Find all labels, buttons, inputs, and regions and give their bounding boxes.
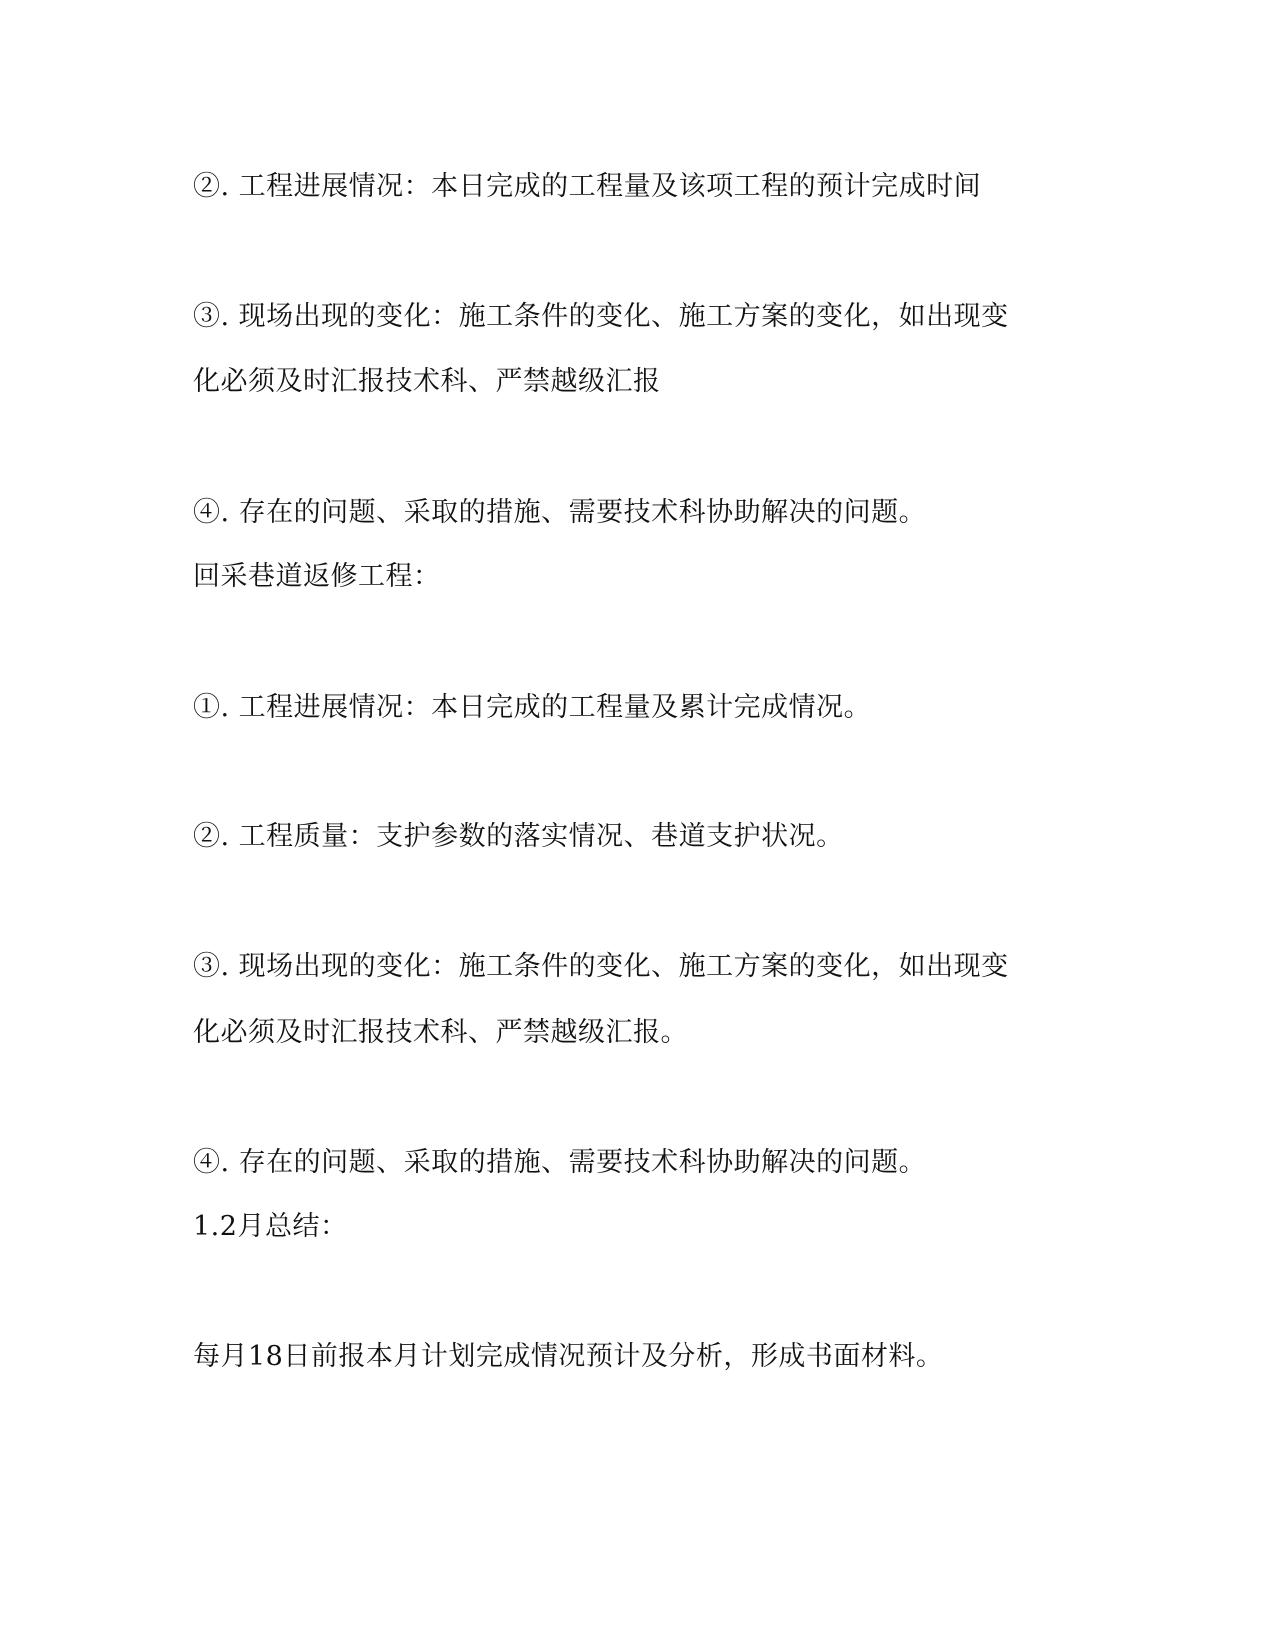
- repair-item-3-site-changes: ③. 现场出现的变化：施工条件的变化、施工方案的变化，如出现变: [193, 951, 1009, 982]
- item-4-problems: ④. 存在的问题、采取的措施、需要技术科协助解决的问题。: [193, 497, 927, 528]
- repair-item-3-site-changes-continued: 化必须及时汇报技术科、严禁越级汇报。: [193, 1017, 688, 1048]
- section-heading-roadway-repair: 回采巷道返修工程：: [193, 561, 441, 592]
- repair-item-4-problems: ④. 存在的问题、采取的措施、需要技术科协助解决的问题。: [193, 1147, 927, 1178]
- item-3-site-changes: ③. 现场出现的变化：施工条件的变化、施工方案的变化，如出现变: [193, 301, 1009, 332]
- item-2-progress: ②. 工程进展情况：本日完成的工程量及该项工程的预计完成时间: [193, 171, 982, 202]
- monthly-summary-text: 每月18日前报本月计划完成情况预计及分析，形成书面材料。: [193, 1341, 944, 1372]
- section-heading-monthly-summary: 1.2月总结：: [193, 1211, 348, 1242]
- repair-item-2-quality: ②. 工程质量：支护参数的落实情况、巷道支护状况。: [193, 821, 844, 852]
- repair-item-1-progress: ①. 工程进展情况：本日完成的工程量及累计完成情况。: [193, 692, 872, 723]
- item-3-site-changes-continued: 化必须及时汇报技术科、严禁越级汇报: [193, 366, 661, 397]
